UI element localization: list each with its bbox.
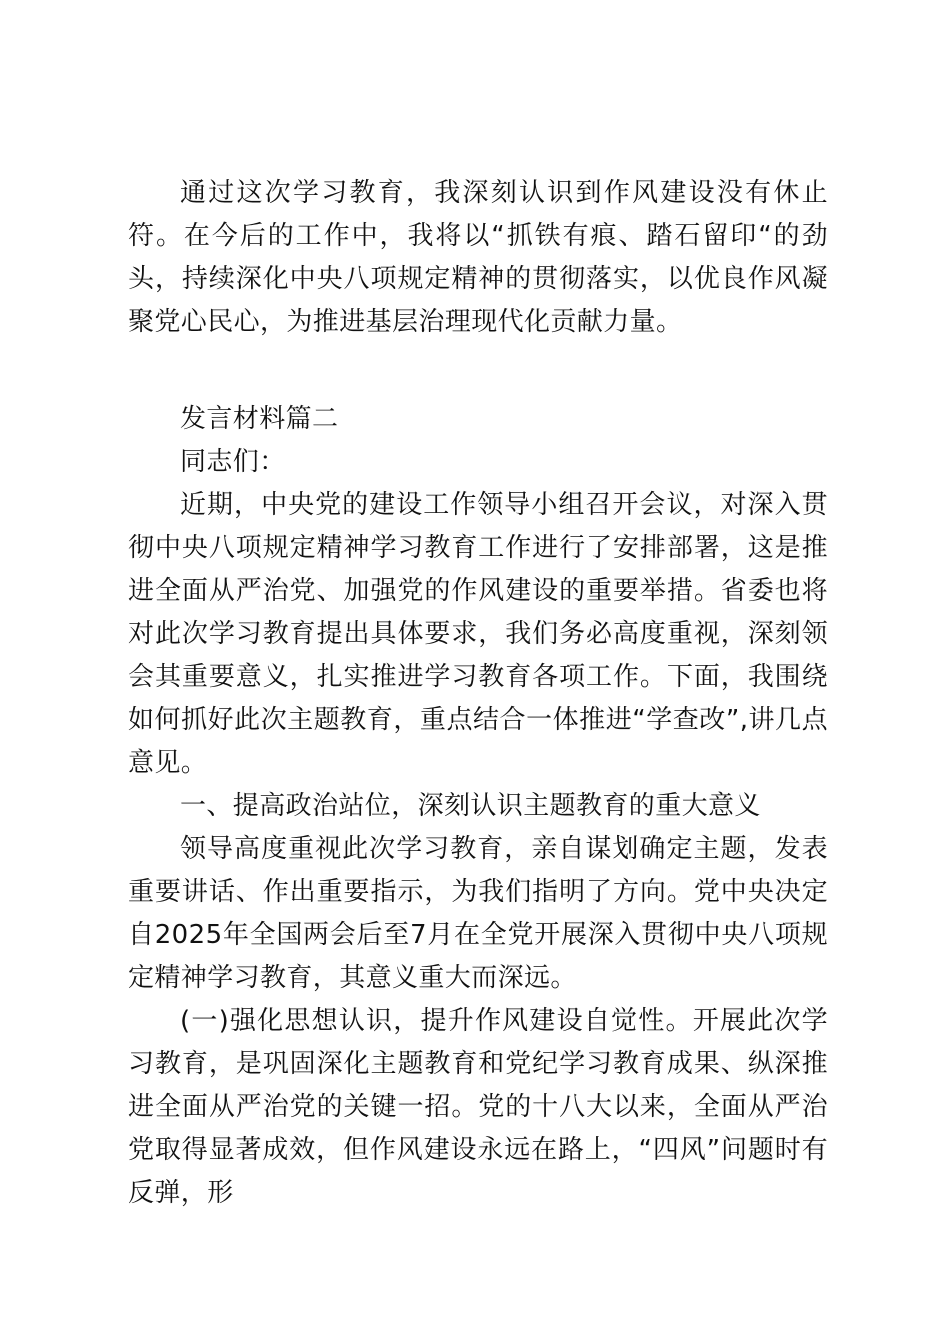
paragraph: (一)强化思想认识，提升作风建设自觉性。开展此次学习教育，是巩固深化主题教育和党纪学习教育成果、纵深推进全面从严治党的关键一招。党的十八大以来，全面从严治党取得显著成效，但作风建设永远在路上，“四风”问题时有反弹，形 xyxy=(128,1006,828,1208)
heading-1: 一、提高政治站位，深刻认识主题教育的重大意义 xyxy=(180,791,761,821)
paragraph: 领导高度重视此次学习教育，亲自谋划确定主题，发表重要讲话、作出重要指示，为我们指明了方向。党中央决定自2025年全国两会后至7月在全党开展深入贯彻中央八项规定精神学习教育，其意义重大而深远。 xyxy=(128,834,828,993)
salutation: 同志们： xyxy=(180,447,286,477)
paragraph: 通过这次学习教育，我深刻认识到作风建设没有休止符。在今后的工作中，我将以“抓铁有痕、踏石留印“的劲头，持续深化中央八项规定精神的贯彻落实，以优良作风凝聚党心民心，为推进基层治理现代化贡献力量。 xyxy=(128,178,828,337)
section-title: 发言材料篇二 xyxy=(180,404,339,434)
paragraph: 近期，中央党的建设工作领导小组召开会议，对深入贯彻中央八项规定精神学习教育工作进行了安排部署，这是推进全面从严治党、加强党的作风建设的重要举措。省委也将对此次学习教育提出具体要求，我们务必高度重视，深刻领会其重要意义，扎实推进学习教育各项工作。下面，我围绕如何抓好此次主题教育，重点结合一体推进“学查改”,讲几点意见。 xyxy=(128,490,828,778)
section-2 xyxy=(128,398,828,1215)
section-1 xyxy=(128,172,828,344)
